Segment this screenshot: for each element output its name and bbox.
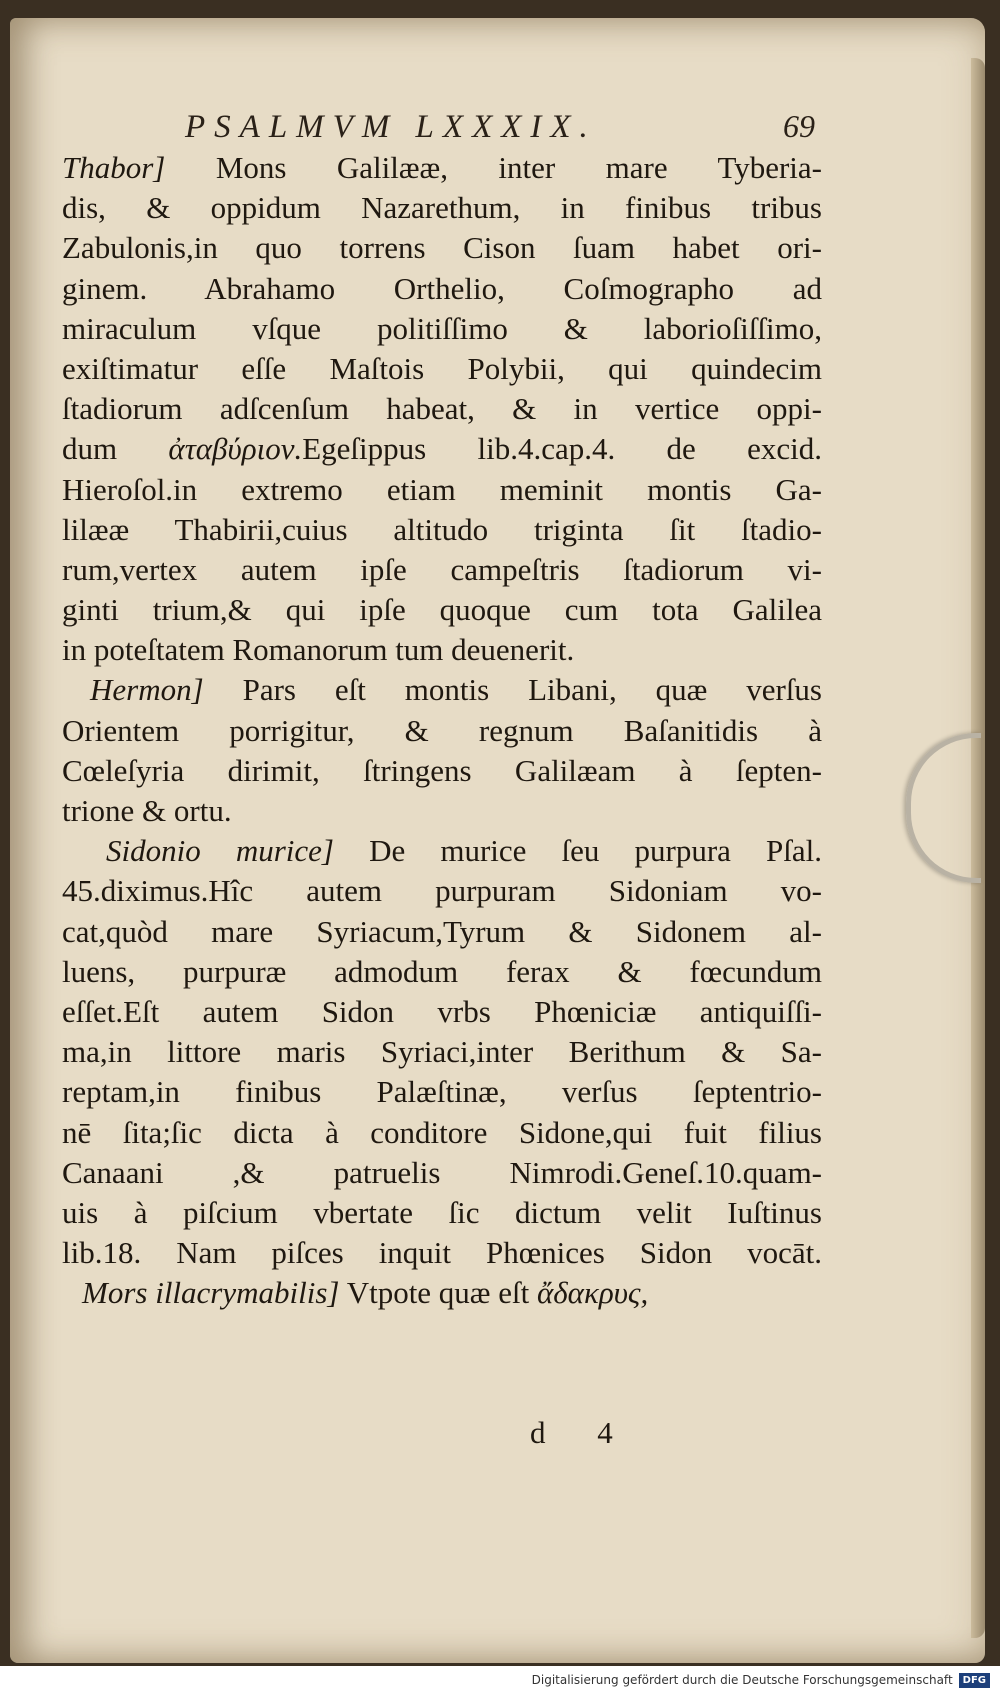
page-clip	[906, 733, 981, 883]
text-line: ginti trium,& qui ipſe quoque cum tota Galilea	[62, 592, 822, 628]
text-line: Canaani ,& patruelis Nimrodi.Geneſ.10.quam-	[62, 1154, 822, 1190]
text-span: Pars eſt montis Libani, quæ verſus	[242, 672, 822, 708]
text-line: Cœleſyria dirimit, ſtringens Galilæam à ſepten-	[62, 752, 822, 788]
text-line: Hieroſol.in extremo etiam meminit montis Ga-	[62, 471, 822, 507]
text-line: cat,quòd mare Syriacum,Tyrum & Sidonem al-	[62, 913, 822, 949]
body-text	[62, 148, 822, 1313]
text-line: eſſet.Eſt autem Sidon vrbs Phœniciæ antiquiſſi-	[62, 993, 822, 1029]
text-span: Vtpote quæ eſt	[346, 1275, 530, 1311]
text-line: trione & ortu.	[62, 793, 232, 828]
text-span: dum	[62, 431, 118, 467]
page-header	[185, 108, 815, 146]
text-line: lib.18. Nam piſces inquit Phœnices Sidon vocāt.	[62, 1235, 822, 1271]
lemma-mors-illacrymabilis: Mors illacrymabilis]	[82, 1275, 340, 1311]
greek-word: ἄδακρυς,	[536, 1275, 649, 1311]
text-line: lilææ Thabirii,cuius altitudo triginta ſit ſtadio-	[62, 511, 822, 547]
text-line: ſtadiorum adſcenſum habeat, & in vertice oppi-	[62, 391, 822, 427]
footer-credit: Digitalisierung gefördert durch die Deutsche Forschungsgemeinschaft	[531, 1673, 953, 1687]
text-line	[62, 1273, 822, 1313]
text-line: 45.diximus.Hîc autem purpuram Sidoniam vo-	[62, 873, 822, 909]
text-line	[62, 148, 822, 188]
text-line: exiſtimatur eſſe Maſtois Polybii, qui quindecim	[62, 350, 822, 386]
text-line: dis, & oppidum Nazarethum, in finibus tribus	[62, 190, 822, 226]
text-line	[62, 831, 822, 871]
text-line: Orientem porrigitur, & regnum Baſanitidis à	[62, 712, 822, 748]
running-head: PSALMVM LXXXIX.	[185, 109, 597, 145]
dfg-logo: DFG	[959, 1673, 990, 1688]
lemma-thabor: Thabor]	[62, 150, 166, 185]
text-line: nē ſita;ſic dicta à conditore Sidone,qui fuit filius	[62, 1114, 822, 1150]
text-span: Mons Galilææ, inter mare Tyberia-	[215, 150, 823, 185]
text-line: luens, purpuræ admodum ferax & fœcundum	[62, 953, 822, 989]
text-line	[62, 670, 822, 710]
greek-word: ἀταβύριον.	[168, 431, 303, 467]
digitization-footer	[0, 1666, 1000, 1694]
signature-mark: d 4	[530, 1415, 635, 1450]
text-line: miraculum vſque politiſſimo & laborioſiſſimo,	[62, 310, 822, 346]
text-span: Egeſippus lib.4.cap.4. de excid.	[302, 431, 822, 467]
text-line	[62, 429, 822, 469]
text-line: uis à piſcium vbertate ſic dictum velit Iuſtinus	[62, 1194, 822, 1230]
text-line: rum,vertex autem ipſe campeſtris ſtadiorum vi-	[62, 551, 822, 587]
text-line: ginem. Abrahamo Orthelio, Coſmographo ad	[62, 270, 822, 306]
text-line: ma,in littore maris Syriaci,inter Berithum & Sa-	[62, 1034, 822, 1070]
text-span: De murice ſeu purpura Pſal.	[369, 833, 822, 869]
lemma-sidonio-murice: Sidonio murice]	[106, 833, 334, 869]
page-number: 69	[783, 108, 815, 144]
text-line: in poteſtatem Romanorum tum deuenerit.	[62, 632, 575, 668]
lemma-hermon: Hermon]	[90, 672, 204, 708]
text-line: reptam,in finibus Palæſtinæ, verſus ſeptentrio-	[62, 1074, 822, 1110]
text-line: Zabulonis,in quo torrens Cison ſuam habet ori-	[62, 230, 822, 266]
